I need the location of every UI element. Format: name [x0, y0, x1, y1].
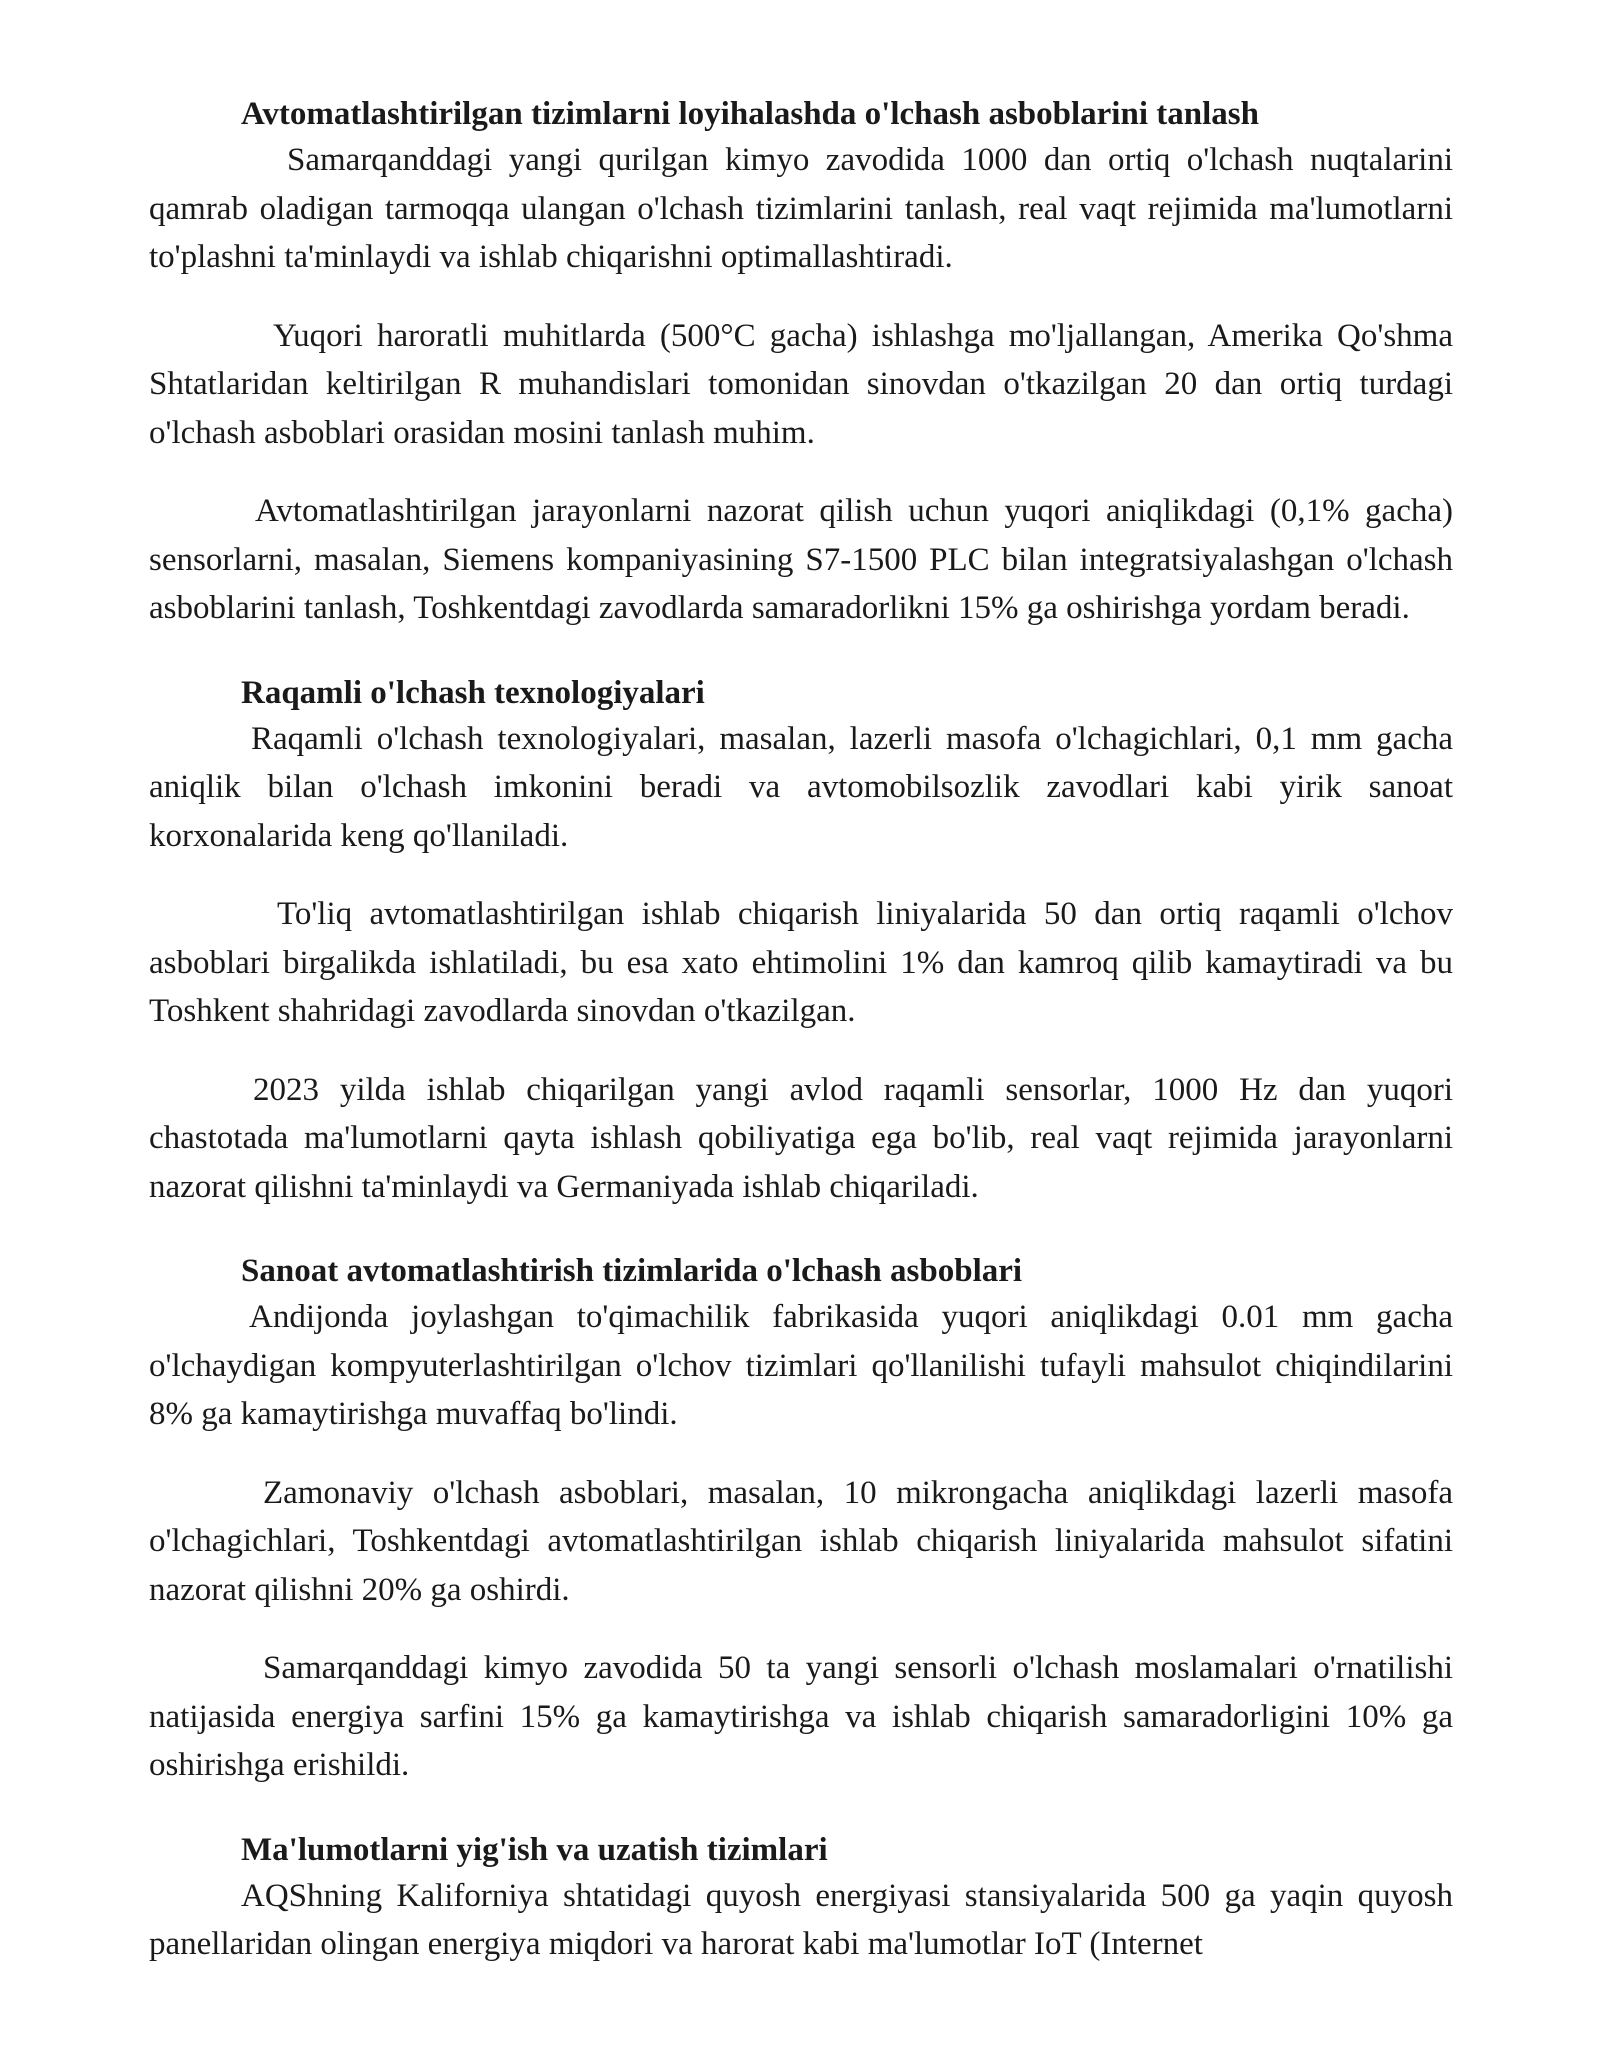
- document-page: [149, 92, 1453, 1969]
- document-title: Avtomatlashtirilgan tizimlarni loyihalashda o'lchash asboblarini tanlash: [241, 96, 1259, 132]
- intro-paragraph-3: Avtomatlashtirilgan jarayonlarni nazorat qilish uchun yuqori aniqlikdagi (0,1% gacha) sensorlarni, masalan, Siemens kompaniyasining S7-1500 PLC bilan integratsiyalashgan o'lchash asboblarini tanlash, Toshkentdagi zavodlarda samaradorlikni 15% ga oshirishga yordam beradi.: [149, 493, 1453, 626]
- section-1-paragraph-1: Raqamli o'lchash texnologiyalari, masalan, lazerli masofa o'lchagichlari, 0,1 mm gacha aniqlik bilan o'lchash imkonini beradi va avtomobilsozlik zavodlari kabi yirik sanoat korxonalarida keng qo'llaniladi.: [149, 720, 1453, 854]
- section-heading-digital-measurement: Raqamli o'lchash texnologiyalari: [241, 674, 705, 711]
- section-1-paragraph-2: To'liq avtomatlashtirilgan ishlab chiqarish liniyalarida 50 dan ortiq raqamli o'lchov asboblari birgalikda ishlatiladi, bu esa xato ehtimolini 1% dan kamroq qilib kamaytiradi va bu Toshkent shahridagi zavodlarda sinovdan o'tkazilgan.: [149, 896, 1453, 1029]
- intro-paragraph-1: Samarqanddagi yangi qurilgan kimyo zavodida 1000 dan ortiq o'lchash nuqtalarini qamrab oladigan tarmoqqa ulangan o'lchash tizimlarini tanlash, real vaqt rejimida ma'lumotlarni to'plashni ta'minlaydi va ishlab chiqarishni optimallashtiradi.: [149, 142, 1453, 275]
- section-1-paragraph-3: 2023 yilda ishlab chiqarilgan yangi avlod raqamli sensorlar, 1000 Hz dan yuqori chastotada ma'lumotlarni qayta ishlash qobiliyatiga ega bo'lib, real vaqt rejimida jarayonlarni nazorat qilishni ta'minlaydi va Germaniyada ishlab chiqariladi.: [149, 1071, 1453, 1205]
- section-heading-industrial-automation: Sanoat avtomatlashtirish tizimlarida o'lchash asboblari: [241, 1253, 1023, 1289]
- section-3-paragraph-1: AQShning Kaliforniya shtatidagi quyosh energiyasi stansiyalarida 500 ga yaqin quyosh panellaridan olingan energiya miqdori va harorat kabi ma'lumotlar IoT (Internet: [149, 1877, 1453, 1962]
- section-2-paragraph-2: Zamonaviy o'lchash asboblari, masalan, 10 mikrongacha aniqlikdagi lazerli masofa o'lchagichlari, Toshkentdagi avtomatlashtirilgan ishlab chiqarish liniyalarida mahsulot sifatini nazorat qilishni 20% ga oshirdi.: [149, 1474, 1453, 1608]
- section-2-paragraph-1: Andijonda joylashgan to'qimachilik fabrikasida yuqori aniqlikdagi 0.01 mm gacha o'lchaydigan kompyuterlashtirilgan o'lchov tizimlari qo'llanilishi tufayli mahsulot chiqindilarini 8% ga kamaytirishga muvaffaq bo'lindi.: [149, 1299, 1453, 1432]
- intro-paragraph-2: Yuqori haroratli muhitlarda (500°C gacha) ishlashga mo'ljallangan, Amerika Qo'shma Shtatlaridan keltirilgan R muhandislari tomonidan sinovdan o'tkazilgan 20 dan ortiq turdagi o'lchash asboblari orasidan mosini tanlash muhim.: [149, 317, 1453, 451]
- section-2-paragraph-3: Samarqanddagi kimyo zavodida 50 ta yangi sensorli o'lchash moslamalari o'rnatilishi natijasida energiya sarfini 15% ga kamaytirishga va ishlab chiqarish samaradorligini 10% ga oshirishga erishildi.: [149, 1650, 1453, 1783]
- section-heading-data-collection: Ma'lumotlarni yig'ish va uzatish tizimlari: [241, 1831, 828, 1868]
